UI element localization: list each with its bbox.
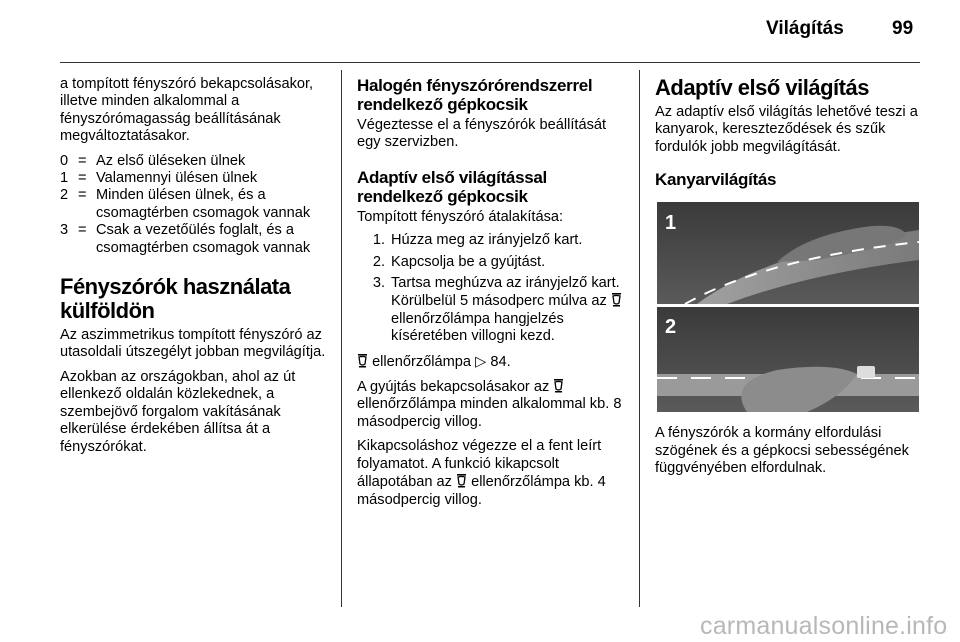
- step-number: 1.: [372, 232, 385, 249]
- section-heading-adaptive: Adaptív első világítás: [655, 75, 869, 100]
- watermark: carmanualsonline.info: [700, 612, 948, 640]
- paragraph-ignition: [357, 378, 627, 431]
- figure-label-1: 1: [665, 212, 677, 235]
- headlamp-warning-icon: [357, 353, 368, 368]
- step-text-b: ellenőrzőlámpa hangjelzés kíséretében villogni kezd.: [391, 310, 564, 345]
- header-rule: [60, 62, 920, 63]
- list-item-number: 2: [60, 187, 69, 204]
- step-text-a: Tartsa meghúzva az irányjelző kart. Körülbelül 5 másodperc múlva az: [391, 275, 620, 310]
- list-item-text: Minden ülésen ülnek, és a csomagtérben csomagok vannak: [96, 187, 311, 221]
- paragraph-deactivate-b: ellenőrzőlámpa kb. 4 másodpercig villog.: [357, 474, 606, 508]
- steps-list: [357, 232, 627, 345]
- paragraph-deactivate: [357, 438, 627, 509]
- headlamp-warning-icon: [456, 473, 467, 488]
- paragraph-reference: [357, 353, 627, 371]
- panel-separator: [657, 304, 919, 307]
- step-number: 3.: [372, 275, 385, 292]
- reference-page[interactable]: 84.: [490, 353, 511, 370]
- figure-label-2: 2: [665, 316, 677, 339]
- paragraph-conversion: Tompított fényszóró átalakítása:: [357, 208, 564, 225]
- list-item-eq: =: [78, 222, 87, 239]
- step-item: [357, 275, 627, 346]
- step-item: [357, 254, 627, 271]
- column-divider-1: [341, 70, 342, 607]
- list-item-number: 3: [60, 222, 69, 239]
- list-item-text: Az első üléseken ülnek: [96, 152, 246, 169]
- column-divider-2: [639, 70, 640, 607]
- list-item-eq: =: [78, 170, 87, 187]
- list-item-eq: =: [78, 152, 87, 169]
- list-item: [60, 187, 332, 222]
- paragraph-asymmetric: Az aszimmetrikus tompított fényszóró az utasoldali útszegélyt jobban megvilágítja.: [60, 327, 326, 361]
- step-text: Húzza meg az irányjelző kart.: [391, 232, 583, 249]
- paragraph-service: Végeztesse el a fényszórók beállítását egy szervizben.: [357, 117, 607, 151]
- page-title: Világítás: [766, 18, 844, 39]
- paragraph-adaptive: Az adaptív első világítás lehetővé teszi a kanyarok, kereszteződések és szűk fordulók jobb megvilágítását.: [655, 104, 918, 155]
- list-item: [60, 222, 332, 257]
- reference-text: ellenőrzőlámpa: [372, 353, 472, 370]
- headlamp-warning-icon: [553, 378, 564, 393]
- list-item-number: 1: [60, 170, 69, 187]
- section-heading-abroad: Fényszórók használata külföldön: [60, 274, 291, 324]
- list-item-eq: =: [78, 187, 87, 204]
- reference-arrow-icon: ▷: [475, 353, 487, 370]
- paragraph-countries: Azokban az országokban, ahol az út ellenkező oldalán közlekednek, a szembejövő forgalom vakításának elkerülése érdekében állítsa át a fényszórókat.: [60, 368, 296, 455]
- list-item: [60, 170, 332, 187]
- cornering-light-figure: [657, 202, 919, 412]
- column-2: [357, 76, 627, 516]
- paragraph-ignition-a: A gyújtás bekapcsolásakor az: [357, 379, 550, 396]
- list-item-text: Valamennyi ülésen ülnek: [96, 170, 258, 187]
- step-number: 2.: [372, 253, 385, 270]
- figure-illustration: [657, 202, 919, 412]
- load-list: [60, 153, 332, 257]
- step-item: [357, 232, 627, 249]
- paragraph-steering: A fényszórók a kormány elfordulási szögének és a gépkocsi sebességének függvényében elfordulnak.: [655, 425, 909, 477]
- column-3: [655, 76, 923, 484]
- column-1: [60, 76, 332, 463]
- step-text: [391, 275, 627, 346]
- page-number: 99: [892, 18, 914, 39]
- list-item-number: 0: [60, 152, 69, 169]
- list-item: [60, 153, 332, 170]
- car-icon: [857, 366, 875, 378]
- paragraph-deactivate-a: Kikapcsoláshoz végezze el a fent leírt folyamatot. A funkció kikapcsolt állapotában az: [357, 438, 602, 491]
- list-item-text: Csak a vezetőülés foglalt, és a csomagtérben csomagok vannak: [96, 222, 311, 256]
- headlamp-warning-icon: [611, 292, 622, 307]
- subheading-cornering: Kanyarvilágítás: [655, 170, 777, 190]
- section-heading-halogen: Halogén fényszórórendszerrel rendelkező gépkocsik: [357, 76, 593, 114]
- intro-paragraph: a tompított fényszóró bekapcsolásakor, illetve minden alkalommal a fényszórómagasság beállításának megváltoztatásakor.: [60, 76, 314, 145]
- step-text: Kapcsolja be a gyújtást.: [391, 253, 546, 270]
- section-heading-adaptive-vehicles: Adaptív első világítással rendelkező gépkocsik: [357, 167, 547, 206]
- paragraph-ignition-b: ellenőrzőlámpa minden alkalommal kb. 8 másodpercig villog.: [357, 396, 622, 430]
